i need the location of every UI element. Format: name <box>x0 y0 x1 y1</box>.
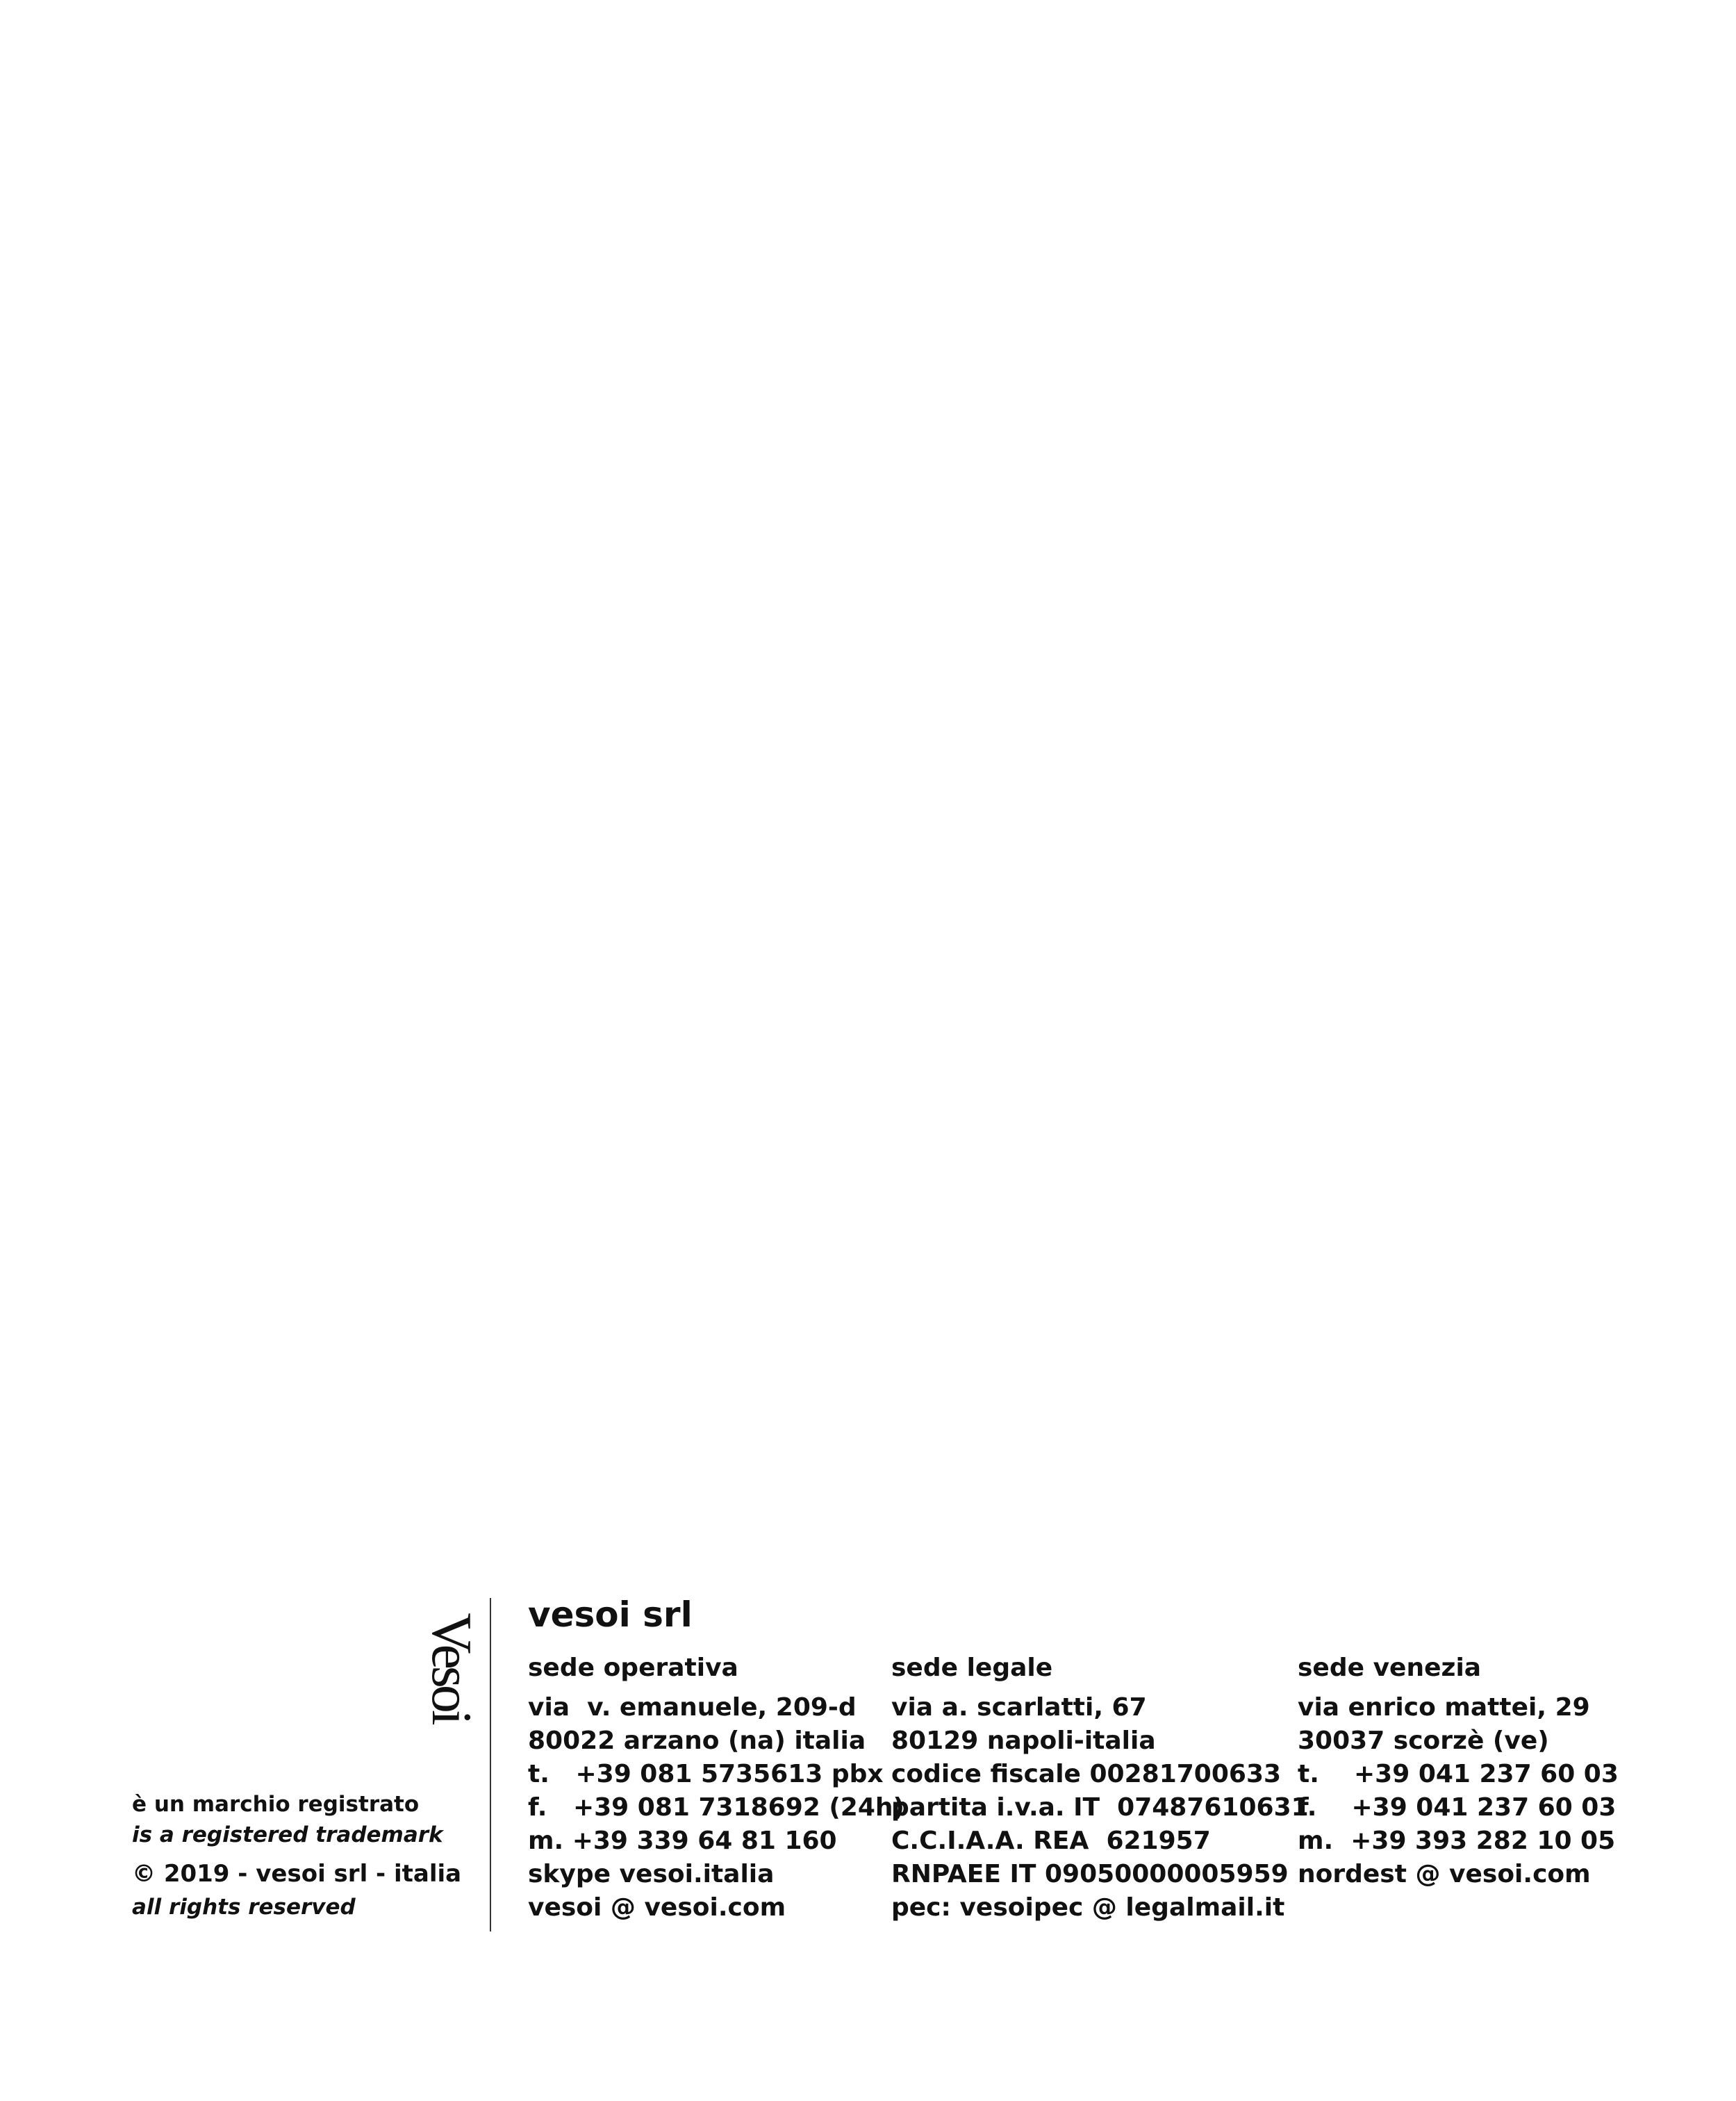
logo <box>417 1598 486 1737</box>
fax-line: f. +39 081 7318692 (24h) <box>528 1793 904 1822</box>
address-line: via enrico mattei, 29 <box>1298 1693 1590 1722</box>
city-line: 80129 napoli-italia <box>891 1727 1156 1755</box>
column-sede-operativa <box>528 1654 904 1925</box>
trademark-notes <box>132 1789 462 1922</box>
mobile-line: m. +39 339 64 81 160 <box>528 1827 837 1855</box>
rights-line: all rights reserved <box>132 1895 356 1920</box>
city-line: 80022 arzano (na) italia <box>528 1727 866 1755</box>
column-title: sede legale <box>891 1654 1053 1682</box>
column-title: sede operativa <box>528 1654 738 1682</box>
city-line: 30037 scorzè (ve) <box>1298 1727 1549 1755</box>
logo-text: Vesoi <box>420 1613 483 1722</box>
copyright-line: © 2019 - vesoi srl - italia <box>132 1860 462 1888</box>
email-line: nordest @ vesoi.com <box>1298 1860 1591 1888</box>
mobile-line: m. +39 393 282 10 05 <box>1298 1827 1616 1855</box>
phone-line: t. +39 041 237 60 03 <box>1298 1760 1619 1788</box>
address-line: via a. scarlatti, 67 <box>891 1693 1147 1722</box>
column-sede-legale <box>891 1654 1309 1925</box>
vertical-divider <box>490 1598 491 1931</box>
rnpaee-line: RNPAEE IT 09050000005959 <box>891 1860 1289 1888</box>
column-title: sede venezia <box>1298 1654 1482 1682</box>
pec-line: pec: vesoipec @ legalmail.it <box>891 1893 1285 1922</box>
rea-line: C.C.I.A.A. REA 621957 <box>891 1827 1211 1855</box>
address-line: via v. emanuele, 209-d <box>528 1693 857 1722</box>
trademark-line-english: is a registered trademark <box>132 1822 443 1847</box>
trademark-line-italian: è un marchio registrato <box>132 1792 420 1817</box>
email-line: vesoi @ vesoi.com <box>528 1893 786 1922</box>
company-name: vesoi srl <box>528 1595 693 1635</box>
vat-line: partita i.v.a. IT 07487610631 <box>891 1793 1309 1822</box>
skype-line: skype vesoi.italia <box>528 1860 775 1888</box>
column-sede-venezia <box>1298 1654 1619 1891</box>
tax-code-line: codice fiscale 00281700633 <box>891 1760 1282 1788</box>
phone-line: t. +39 081 5735613 pbx <box>528 1760 884 1788</box>
fax-line: f. +39 041 237 60 03 <box>1298 1793 1617 1822</box>
